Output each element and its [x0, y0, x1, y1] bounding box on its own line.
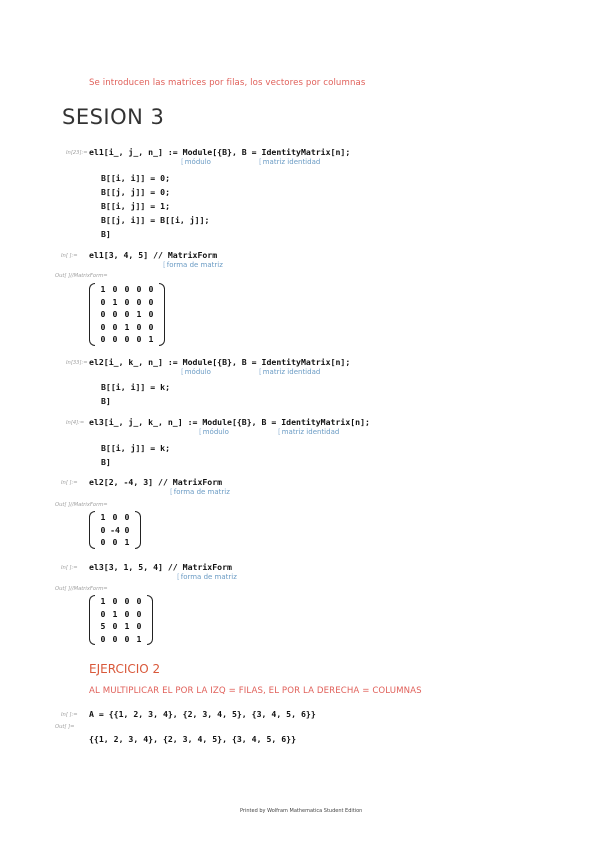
el1-body-line-3[interactable]: B[[i, j]] = 1; — [101, 201, 171, 211]
matrix-cell: 0 — [124, 633, 130, 644]
el3-eval-input[interactable]: el3[3, 1, 5, 4] // MatrixForm — [89, 562, 232, 572]
matrix-cell: 1 — [112, 296, 118, 307]
matrix-cell: 0 — [148, 309, 154, 320]
matrix-row — [97, 283, 157, 296]
in-label-exercise: In[ ]:= — [61, 712, 78, 718]
matrix-cell: 0 — [148, 284, 154, 295]
el1-body-line-5[interactable]: B] — [101, 229, 111, 239]
matrix-cell: 0 — [112, 537, 118, 548]
el3-definition-line[interactable]: el3[i_, j_, k_, n_] := Module[{B}, B = IdentityMatrix[n]; — [89, 417, 370, 427]
hint-module-2: [ módulo — [181, 368, 211, 376]
hint-identity-matrix-2: [ matriz identidad — [259, 368, 320, 376]
matrix-row — [97, 511, 133, 524]
matrix-cell: 0 — [100, 309, 106, 320]
matrix-cell: 0 — [124, 284, 130, 295]
matrix-cell: 0 — [124, 596, 130, 607]
matrix-row — [97, 608, 145, 621]
matrix-cell: 0 — [136, 334, 142, 345]
matrix-cell: 0 — [124, 608, 130, 619]
matrix-cell: 1 — [100, 284, 106, 295]
exercise-note: AL MULTIPLICAR EL POR LA IZQ = FILAS, EL POR LA DERECHA = COLUMNAS — [89, 686, 422, 696]
matrix-cell: 0 — [136, 596, 142, 607]
el1-body-line-2[interactable]: B[[j, j]] = 0; — [101, 187, 171, 197]
matrix-cell: 0 — [124, 334, 130, 345]
el3-body-line-1[interactable]: B[[i, j]] = k; — [101, 443, 171, 453]
matrix-cell: 0 — [100, 608, 106, 619]
matrix-cell: 0 — [100, 633, 106, 644]
el1-definition-line[interactable]: el1[i_, j_, n_] := Module[{B}, B = IdentityMatrix[n]; — [89, 147, 351, 157]
hint-identity-matrix-3: [ matriz identidad — [278, 428, 339, 436]
matrix-row — [97, 536, 133, 549]
matrix-cell: 0 — [136, 621, 142, 632]
matrix-cell: 0 — [136, 296, 142, 307]
matrix-cell: 0 — [112, 309, 118, 320]
footer-print-note: Printed by Wolfram Mathematica Student Edition — [240, 808, 363, 814]
matrix-row — [97, 524, 133, 537]
matrix-row — [97, 308, 157, 321]
in-label-el2: In[33]:= — [66, 360, 88, 366]
matrix-cell: 0 — [112, 621, 118, 632]
matrix-cell: 0 — [112, 284, 118, 295]
matrix-cell: 0 — [112, 596, 118, 607]
matrix-cell: 0 — [124, 524, 130, 535]
el1-body-line-1[interactable]: B[[i, i]] = 0; — [101, 173, 171, 183]
matrix-row — [97, 633, 145, 646]
out-label-el2: Out[ ]//MatrixForm= — [55, 502, 108, 508]
matrix-cell: 0 — [124, 309, 130, 320]
exercise-output: {{1, 2, 3, 4}, {2, 3, 4, 5}, {3, 4, 5, 6}} — [89, 734, 297, 744]
matrix-cell: 0 — [100, 334, 106, 345]
matrix-cell: 0 — [148, 296, 154, 307]
hint-matrix-form-3: [ forma de matriz — [177, 573, 237, 581]
el1-body-line-4[interactable]: B[[j, i]] = B[[i, j]]; — [101, 215, 210, 225]
out-label-el1: Out[ ]//MatrixForm= — [55, 273, 108, 279]
in-label-el3-eval: In[ ]:= — [61, 565, 78, 571]
matrix-cell: 1 — [124, 621, 130, 632]
matrix-cell: 1 — [100, 596, 106, 607]
in-label-el1-eval: In[ ]:= — [61, 253, 78, 259]
el2-body-line-2[interactable]: B] — [101, 396, 111, 406]
matrix-cell: 0 — [100, 524, 106, 535]
matrix-row — [97, 595, 145, 608]
right-paren — [147, 595, 153, 645]
el2-definition-line[interactable]: el2[i_, k_, n_] := Module[{B}, B = IdentityMatrix[n]; — [89, 357, 351, 367]
in-label-el3: In[4]:= — [66, 420, 85, 426]
right-paren — [159, 283, 165, 346]
intro-note: Se introducen las matrices por filas, los vectores por columnas — [89, 78, 366, 88]
matrix-cell: 0 — [124, 512, 130, 523]
matrix-cell: 0 — [112, 633, 118, 644]
in-label-el2-eval: In[ ]:= — [61, 480, 78, 486]
hint-matrix-form: [ forma de matriz — [163, 261, 223, 269]
matrix-cell: 1 — [136, 309, 142, 320]
matrix-cell: 0 — [112, 334, 118, 345]
exercise-input[interactable]: A = {{1, 2, 3, 4}, {2, 3, 4, 5}, {3, 4, 5, 6}} — [89, 709, 316, 719]
out-label-el3: Out[ ]//MatrixForm= — [55, 586, 108, 592]
out-label-exercise: Out[ ]= — [55, 724, 75, 730]
exercise-heading: EJERCICIO 2 — [89, 662, 161, 676]
el1-eval-input[interactable]: el1[3, 4, 5] // MatrixForm — [89, 250, 218, 260]
matrix-cell: 0 — [124, 296, 130, 307]
hint-matrix-form-2: [ forma de matriz — [170, 488, 230, 496]
matrix-row — [97, 321, 157, 334]
el3-body-line-2[interactable]: B] — [101, 457, 111, 467]
hint-module: [ módulo — [181, 158, 211, 166]
matrix-cell: 0 — [136, 284, 142, 295]
matrix-cell: 0 — [112, 321, 118, 332]
hint-identity-matrix: [ matriz identidad — [259, 158, 320, 166]
hint-module-3: [ módulo — [199, 428, 229, 436]
matrix-cell: 0 — [100, 321, 106, 332]
in-label-el1: In[23]:= — [66, 150, 88, 156]
matrix-row — [97, 620, 145, 633]
page-title: SESION 3 — [62, 105, 165, 129]
matrix-cell: 1 — [100, 512, 106, 523]
matrix-cell: 0 — [100, 296, 106, 307]
matrix-output-el2 — [89, 511, 141, 549]
matrix-cell: 1 — [124, 321, 130, 332]
matrix-cell: -4 — [110, 524, 120, 535]
right-paren — [135, 511, 141, 549]
el2-body-line-1[interactable]: B[[i, i]] = k; — [101, 382, 171, 392]
matrix-cell: 1 — [124, 537, 130, 548]
matrix-cell: 0 — [148, 321, 154, 332]
matrix-cell: 0 — [136, 321, 142, 332]
matrix-cell: 1 — [112, 608, 118, 619]
matrix-cell: 1 — [136, 633, 142, 644]
matrix-row — [97, 296, 157, 309]
matrix-output-el3 — [89, 595, 153, 645]
matrix-cell: 0 — [136, 608, 142, 619]
matrix-cell: 0 — [100, 537, 106, 548]
el2-eval-input[interactable]: el2[2, -4, 3] // MatrixForm — [89, 477, 223, 487]
matrix-row — [97, 333, 157, 346]
matrix-cell: 0 — [112, 512, 118, 523]
matrix-output-el1 — [89, 283, 165, 346]
matrix-cell: 5 — [100, 621, 106, 632]
matrix-cell: 1 — [148, 334, 154, 345]
